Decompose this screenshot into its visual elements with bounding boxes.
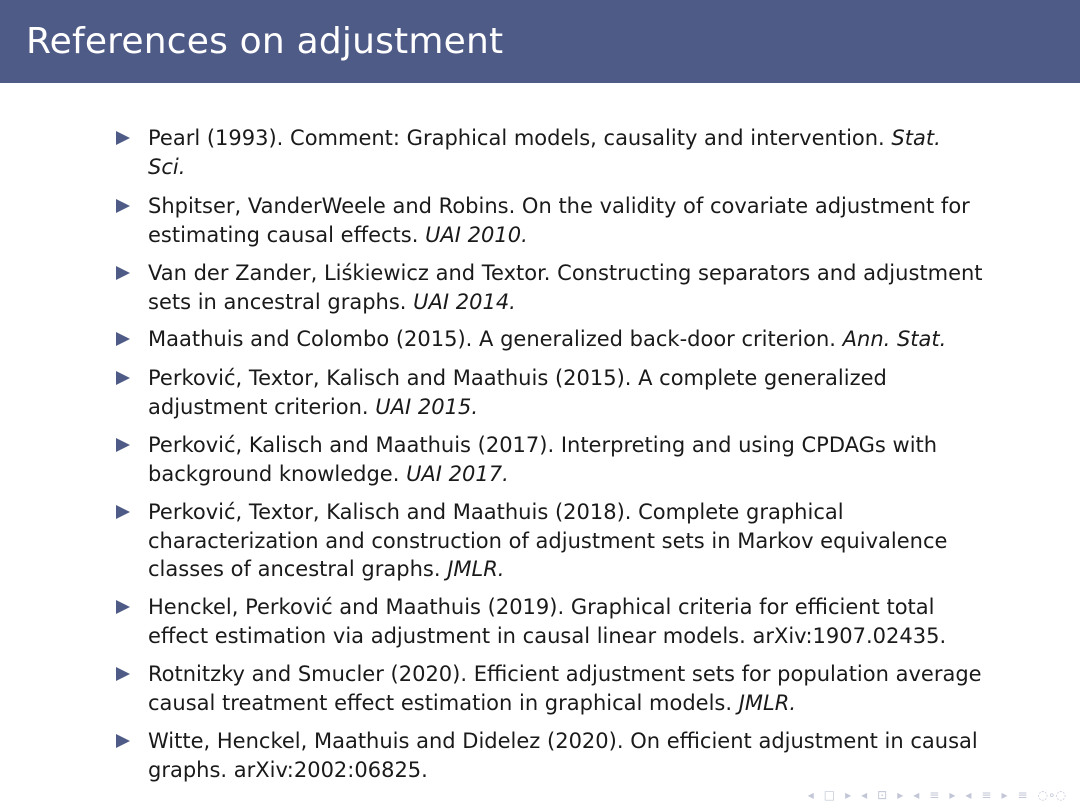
bullet-triangle-icon [116,438,130,452]
reference-line [148,527,1028,556]
reference-text: Maathuis and Colombo (2015). A generalized back-door criterion. [148,327,843,351]
bullet-triangle-icon [116,266,130,280]
slide-title: References on adjustment [26,21,504,62]
nav-next-subsection-arrow-icon[interactable]: ▸ [897,788,904,802]
reference-text: graphs. arXiv:2002:06825. [148,757,428,782]
reference-item [148,593,1028,650]
reference-venue: JMLR. [738,690,796,715]
reference-line [148,498,1028,527]
reference-line [148,622,1028,651]
reference-text: adjustment criterion. [148,394,376,419]
reference-item [148,259,1028,316]
nav-first-arrow-icon[interactable]: ◂ [807,788,814,802]
reference-item [148,325,1028,354]
reference-line [148,555,1028,584]
reference-line [148,325,1028,354]
reference-line [148,153,1028,182]
reference-text: characterization and construction of adjustment sets in Markov equivalence [148,528,948,553]
reference-line [148,259,1028,288]
reference-text: estimating causal effects. [148,222,426,247]
nav-next-section-arrow-icon[interactable]: ▸ [949,788,956,802]
reference-item [148,660,1028,717]
reference-text: Van der Zander, Liśkiewicz and Textor. Constructing separators and adjustment [148,261,983,285]
reference-line [148,727,1028,756]
bullet-triangle-icon [116,505,130,519]
beamer-navigation-bar [808,786,1066,804]
reference-text: Perković, Textor, Kalisch and Maathuis (2018). Complete graphical [148,500,844,524]
reference-text: Shpitser, VanderWeele and Robins. On the validity of covariate adjustment for [148,194,970,218]
nav-section-icon[interactable]: ≡ [929,788,940,802]
reference-text: Pearl (1993). Comment: Graphical models, causality and intervention. [148,126,892,150]
reference-venue: Ann. Stat. [842,327,947,351]
reference-venue: JMLR. [447,557,505,581]
reference-text: Perković, Kalisch and Maathuis (2017). Interpreting and using CPDAGs with [148,433,938,457]
reference-line [148,660,1028,689]
bullet-triangle-icon [116,131,130,145]
reference-line [148,431,1028,460]
nav-prev-slide-arrow-icon[interactable]: ◂ [965,788,972,802]
reference-item [148,431,1028,488]
reference-item [148,498,1028,584]
reference-text: Rotnitzky and Smucler (2020). Efficient adjustment sets for population average [148,662,982,686]
nav-prev-section-arrow-icon[interactable]: ◂ [913,788,920,802]
reference-venue: UAI 2014. [413,289,516,314]
reference-item [148,364,1028,421]
bullet-triangle-icon [116,199,130,213]
reference-text: effect estimation via adjustment in causal linear models. arXiv:1907.02435. [148,623,947,648]
reference-line [148,756,1028,785]
bullet-triangle-icon [116,600,130,614]
nav-next-slide-arrow-icon[interactable]: ▸ [1001,788,1008,802]
bullet-triangle-icon [116,734,130,748]
reference-line [148,593,1028,622]
nav-search-icon[interactable]: ◌∘◌ [1037,788,1066,802]
reference-line [148,364,1028,393]
reference-venue: UAI 2017. [406,461,509,486]
nav-subsection-icon[interactable]: ⊡ [877,788,888,802]
reference-item [148,727,1028,784]
bullet-triangle-icon [116,332,130,346]
reference-text: Witte, Henckel, Maathuis and Didelez (2020). On efficient adjustment in causal [148,729,978,753]
reference-line [148,192,1028,221]
reference-venue: Sci. [148,154,186,179]
reference-text: Perković, Textor, Kalisch and Maathuis (2015). A complete generalized [148,366,887,390]
reference-line [148,689,1028,718]
nav-next-frame-arrow-icon[interactable]: ▸ [845,788,852,802]
bullet-triangle-icon [116,371,130,385]
reference-venue: UAI 2015. [375,394,478,419]
reference-text: causal treatment effect estimation in graphical models. [148,690,739,715]
reference-line [148,288,1028,317]
nav-prev-subsection-arrow-icon[interactable]: ◂ [861,788,868,802]
reference-line [148,221,1028,250]
reference-text: classes of ancestral graphs. [148,557,448,581]
reference-item [148,192,1028,249]
nav-toc-icon[interactable]: ≡ [1017,788,1028,802]
bullet-triangle-icon [116,667,130,681]
nav-slide-icon[interactable]: ≡ [981,788,992,802]
reference-line [148,393,1028,422]
reference-item [148,124,1028,181]
reference-line [148,460,1028,489]
reference-text: Henckel, Perković and Maathuis (2019). Graphical criteria for efficient total [148,595,935,619]
reference-venue: Stat. [891,126,941,150]
reference-text: sets in ancestral graphs. [148,289,414,314]
nav-frame-icon[interactable]: □ [823,788,836,802]
reference-venue: UAI 2010. [425,222,528,247]
reference-text: background knowledge. [148,461,407,486]
reference-line [148,124,1028,153]
